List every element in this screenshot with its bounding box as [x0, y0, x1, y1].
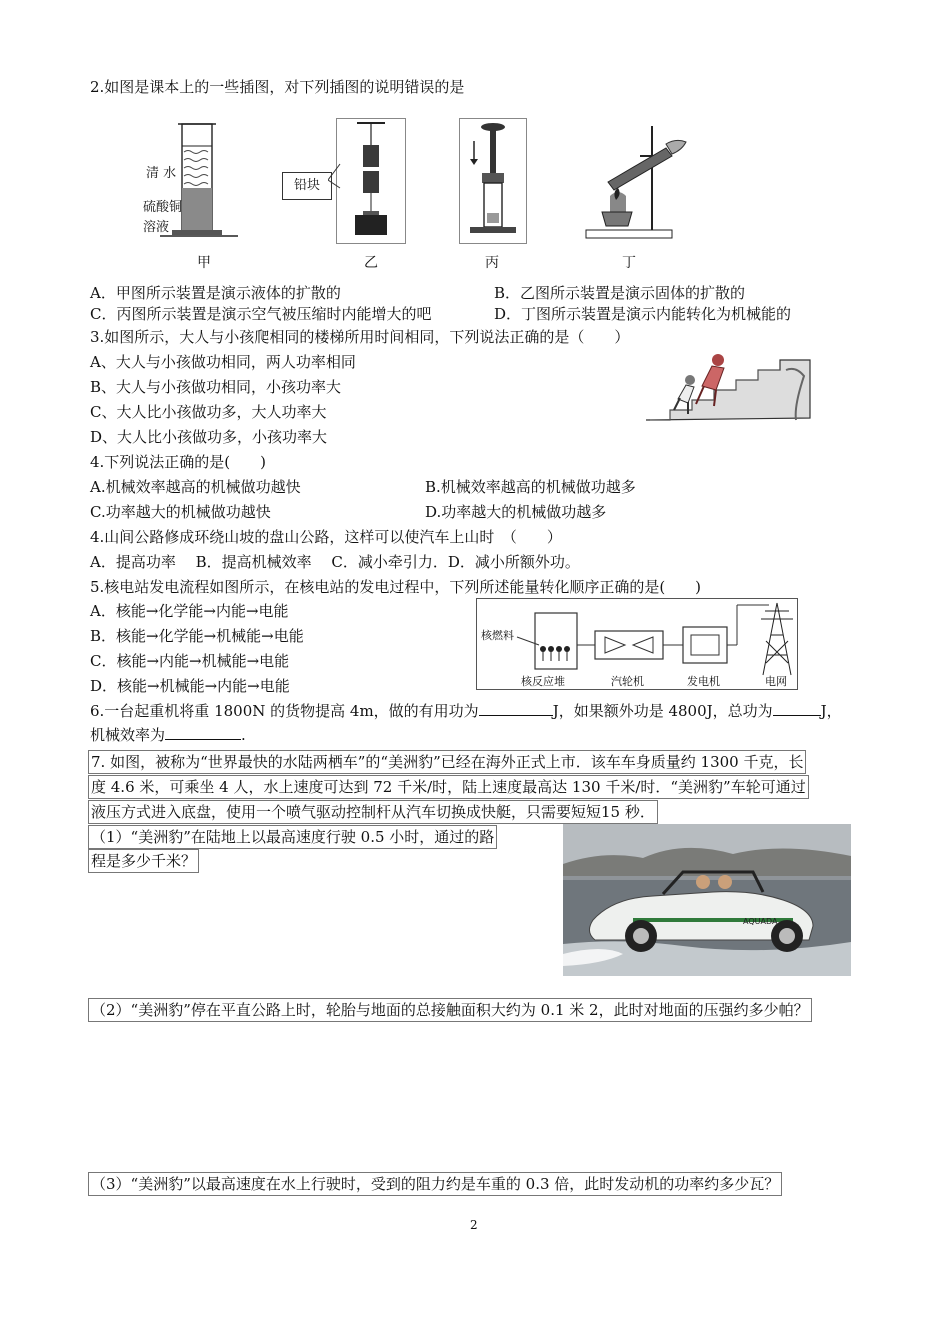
label-grid: 电网	[765, 675, 787, 688]
q2-option-d: D．丁图所示装置是演示内能转化为机械能的	[494, 305, 792, 323]
figure-amphibious-car	[563, 824, 851, 976]
q5-option-c: C．核能→内能→机械能→电能	[90, 652, 290, 670]
label-fuel: 核燃料	[481, 629, 514, 642]
caption-yi: 乙	[364, 255, 378, 271]
q7-line2: 度 4.6 米，可乘坐 4 人，水上速度可达到 72 千米/时，陆上速度最高达 130 千米/时．“美洲豹”车轮可通过	[88, 775, 809, 799]
q3-option-c: C、大人比小孩做功多，大人功率大	[90, 403, 327, 421]
q2-option-c: C．丙图所示装置是演示空气被压缩时内能增大的吧	[90, 305, 432, 323]
q6-blank-efficiency[interactable]	[165, 725, 241, 740]
q3-option-b: B、大人与小孩做功相同，小孩功率大	[90, 378, 342, 396]
q7-sub3: （3）“美洲豹”以最高速度在水上行驶时，受到的阻力约是车重的 0.3 倍，此时发动机的功率约多少瓦？	[88, 1172, 782, 1196]
caption-bing: 丙	[485, 255, 499, 271]
figure-stairs	[636, 350, 820, 430]
q6-part2: J，如果额外功是 4800J，总功为	[552, 702, 773, 720]
q6-line2	[90, 724, 246, 746]
q4a-option-c: C.功率越大的机械做功越快	[90, 503, 271, 521]
q5-option-b: B．核能→化学能→机械能→电能	[90, 627, 304, 645]
page-number: 2	[470, 1218, 478, 1232]
figure-bing	[459, 118, 527, 244]
q6-blank-useful-work[interactable]	[479, 701, 553, 716]
label-cuso4-2: 溶液	[143, 220, 170, 235]
lead-blocks-illustration	[337, 119, 405, 243]
q6-part3: J，	[820, 702, 842, 720]
q5-option-d: D．核能→机械能→内能→电能	[90, 677, 290, 695]
figure-ding	[580, 120, 692, 244]
label-pointer	[328, 160, 342, 190]
label-cuso4-1: 硫酸铜	[143, 200, 183, 215]
q5-option-a: A．核能→化学能→内能→电能	[90, 602, 289, 620]
q2-option-a: A．甲图所示装置是演示液体的扩散的	[90, 284, 341, 302]
compression-cylinder-illustration	[460, 119, 526, 243]
q4a-option-a: A.机械效率越高的机械做功越快	[90, 478, 301, 496]
label-lead-block: 铅块	[282, 172, 332, 200]
q6-part4: 机械效率为	[90, 726, 166, 744]
q4b-stem: 4.山间公路修成环绕山坡的盘山公路，这样可以使汽车上山时 （ ）	[90, 528, 562, 546]
q7-sub1-line2: 程是多少千米？	[88, 849, 199, 873]
q4a-stem: 4.下列说法正确的是( )	[90, 453, 267, 471]
q7-line1: 7. 如图，被称为“世界最快的水陆两栖车”的“美洲豹”已经在海外正式上市．该车车身质量约 1300 千克，长	[88, 750, 806, 774]
caption-ding: 丁	[622, 255, 636, 271]
amphibious-car-photo	[563, 824, 851, 976]
stairs-illustration	[636, 350, 820, 430]
q4a-option-b: B.机械效率越高的机械做功越多	[425, 478, 636, 496]
label-generator: 发电机	[687, 675, 720, 688]
label-water: 清 水	[146, 166, 177, 181]
q2-stem: 2.如图是课本上的一些插图，对下列插图的说明错误的是	[90, 78, 465, 96]
caption-jia: 甲	[197, 255, 211, 271]
q6-line1	[90, 700, 842, 722]
q4b-options: A．提高功率 B．提高机械效率 C．减小牵引力．D．减小所额外功。	[90, 553, 580, 571]
q6-blank-total-work[interactable]	[773, 701, 821, 716]
car-brand-text: AQUADA	[743, 917, 778, 926]
q6-part1: 6.一台起重机将重 1800N 的货物提高 4m，做的有用功为	[90, 702, 479, 720]
label-turbine: 汽轮机	[611, 675, 644, 688]
q3-option-a: A、大人与小孩做功相同，两人功率相同	[90, 353, 356, 371]
q2-option-b: B．乙图所示装置是演示固体的扩散的	[494, 284, 746, 302]
label-reactor: 核反应堆	[521, 675, 565, 688]
q7-sub2: （2）“美洲豹”停在平直公路上时，轮胎与地面的总接触面积大约为 0.1 米 2，此时对地面的压强约多少帕？	[88, 998, 812, 1022]
figure-nuclear-plant	[476, 598, 798, 690]
q7-line3: 液压方式进入底盘，使用一个喷气驱动控制杆从汽车切换成快艇，只需要短短15 秒．	[88, 800, 658, 824]
q4a-option-d: D.功率越大的机械做功越多	[425, 503, 607, 521]
figure-yi	[336, 118, 406, 244]
q5-stem: 5.核电站发电流程如图所示，在核电站的发电过程中，下列所述能量转化顺序正确的是( )	[90, 578, 702, 596]
q6-part5: .	[241, 726, 246, 744]
q3-stem: 3.如图所示，大人与小孩爬相同的楼梯所用时间相同，下列说法正确的是（ ）	[90, 328, 630, 346]
q3-option-d: D、大人比小孩做功多，小孩功率大	[90, 428, 328, 446]
steam-engine-illustration	[580, 120, 692, 244]
q7-sub1-line1: （1）“美洲豹”在陆地上以最高速度行驶 0.5 小时，通过的路	[88, 825, 497, 849]
